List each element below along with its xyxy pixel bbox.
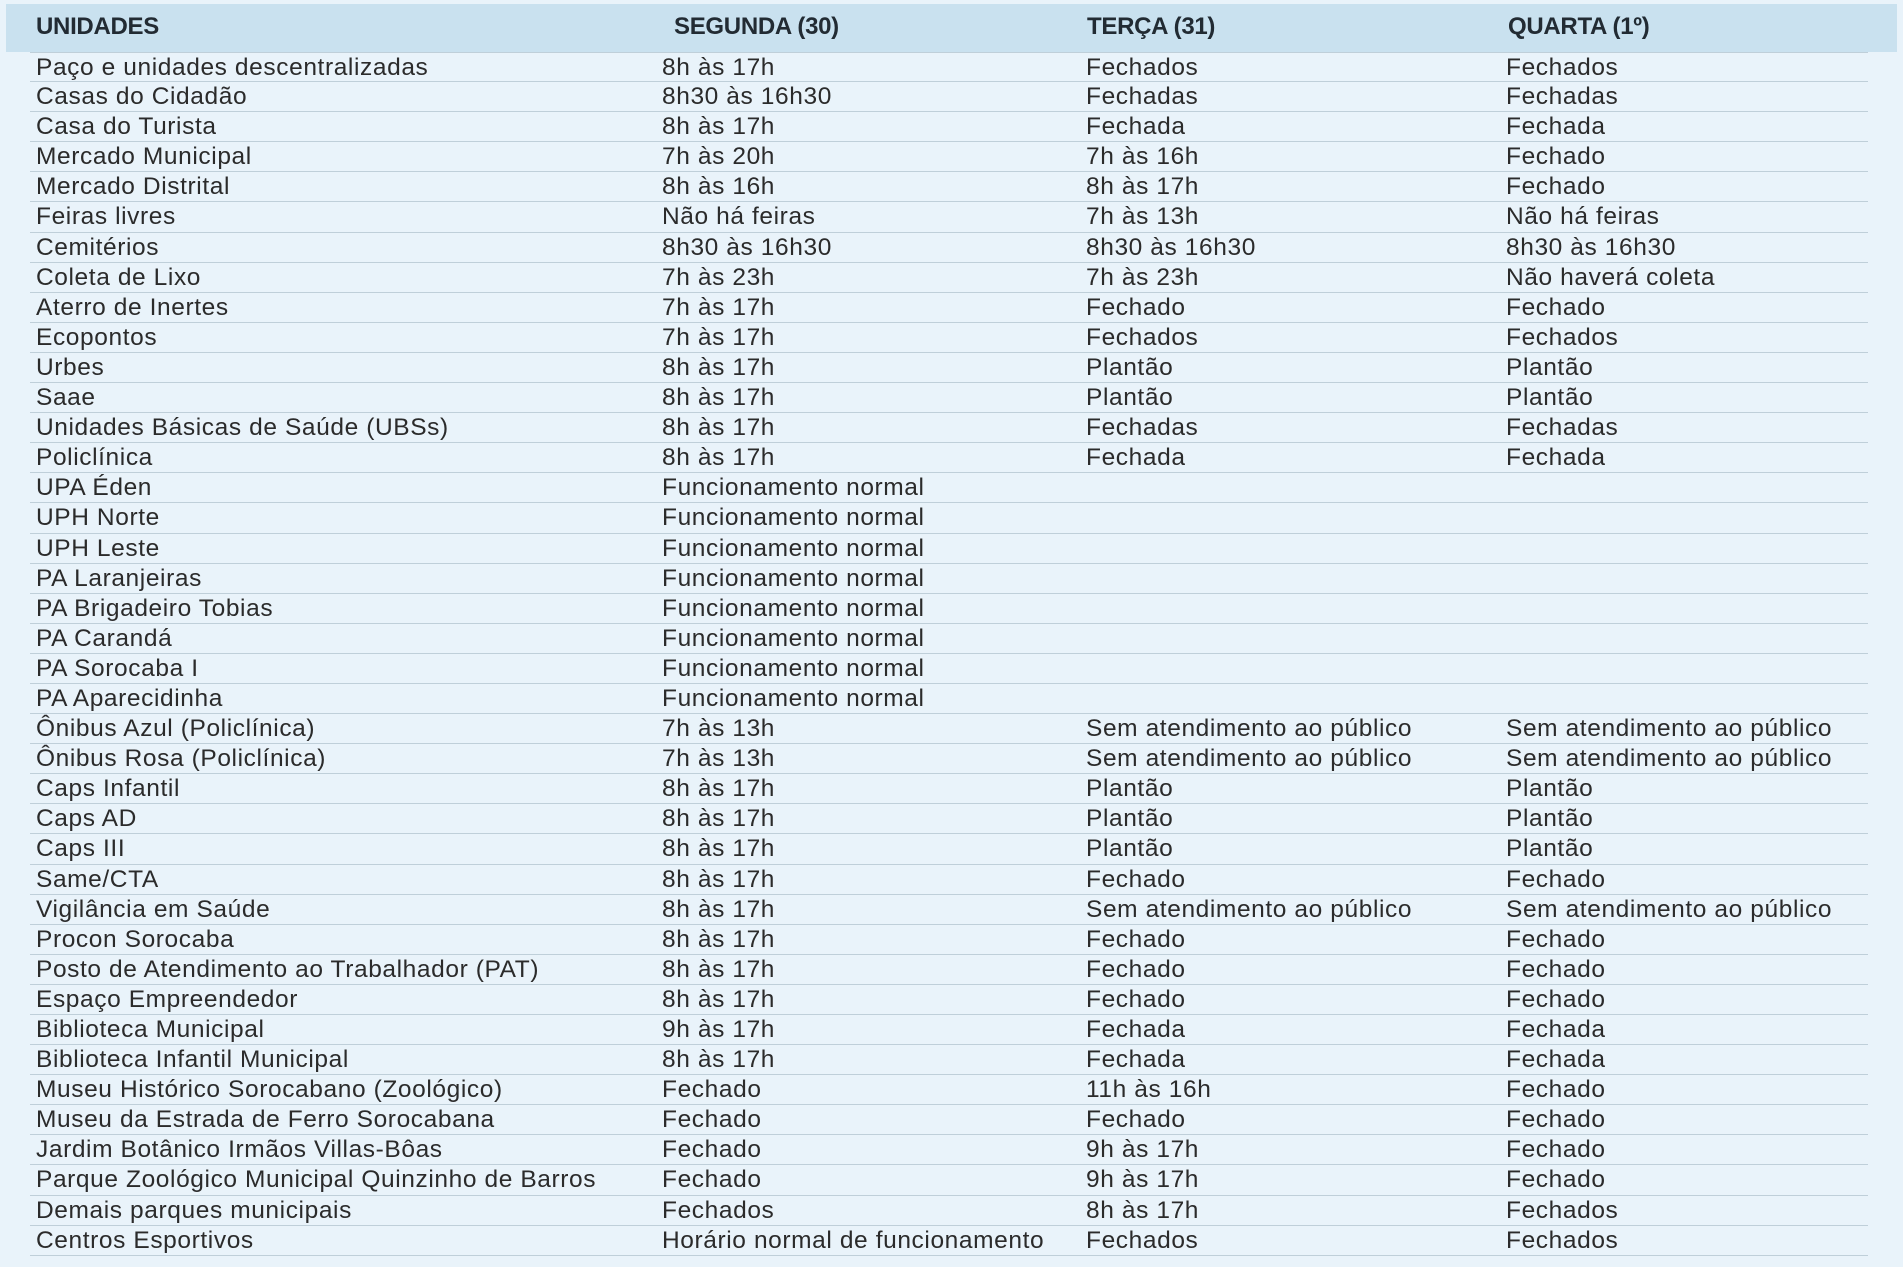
- unit-name: Posto de Atendimento ao Trabalhador (PAT): [36, 955, 540, 983]
- unit-name: Paço e unidades descentralizadas: [36, 54, 429, 81]
- tuesday-hours: 8h às 17h: [1086, 173, 1200, 201]
- wednesday-hours: Fechada: [1506, 444, 1606, 472]
- monday-hours: 8h30 às 16h30: [662, 233, 832, 261]
- monday-hours: Funcionamento normal: [662, 684, 925, 712]
- unit-name: Biblioteca Municipal: [36, 1016, 265, 1043]
- wednesday-hours: Fechado: [1506, 985, 1606, 1013]
- tuesday-hours: Fechado: [1086, 955, 1186, 983]
- unit-name: PA Carandá: [36, 624, 173, 652]
- wednesday-hours: Sem atendimento ao público: [1506, 715, 1833, 743]
- tuesday-hours: 11h às 16h: [1086, 1076, 1212, 1104]
- monday-hours: Não há feiras: [662, 203, 816, 231]
- unit-name: Procon Sorocaba: [36, 925, 235, 953]
- monday-hours: Funcionamento normal: [662, 504, 925, 532]
- monday-hours: 8h às 17h: [662, 353, 776, 381]
- table-row: [30, 564, 1868, 594]
- tuesday-hours: 7h às 23h: [1086, 263, 1200, 291]
- table-row: [30, 955, 1868, 985]
- table-row: [30, 594, 1868, 624]
- monday-hours: Funcionamento normal: [662, 594, 925, 622]
- table-row: [30, 1045, 1868, 1075]
- wednesday-hours: Fechada: [1506, 1046, 1606, 1074]
- tuesday-hours: Fechada: [1086, 1046, 1186, 1074]
- tuesday-hours: Fechados: [1086, 54, 1199, 81]
- table-row: [30, 654, 1868, 684]
- tuesday-hours: Fechada: [1086, 444, 1186, 472]
- tuesday-hours: Fechados: [1086, 1226, 1199, 1254]
- table-row: [30, 52, 1868, 82]
- header-units: UNIDADES: [36, 13, 159, 40]
- monday-hours: 8h às 17h: [662, 1046, 776, 1074]
- unit-name: Aterro de Inertes: [36, 293, 229, 321]
- unit-name: PA Sorocaba I: [36, 654, 199, 682]
- wednesday-hours: Fechados: [1506, 1226, 1619, 1254]
- table-row: [30, 1226, 1868, 1256]
- monday-hours: Funcionamento normal: [662, 654, 925, 682]
- header-tuesday: TERÇA (31): [1087, 13, 1216, 40]
- tuesday-hours: Plantão: [1086, 835, 1174, 863]
- monday-hours: Fechado: [662, 1166, 762, 1194]
- table-body: [30, 52, 1868, 1256]
- unit-name: Same/CTA: [36, 865, 159, 893]
- table-row: [30, 534, 1868, 564]
- monday-hours: 7h às 17h: [662, 293, 776, 321]
- unit-name: Casa do Turista: [36, 113, 217, 141]
- wednesday-hours: Não haverá coleta: [1506, 263, 1716, 291]
- monday-hours: 8h às 17h: [662, 775, 776, 803]
- wednesday-hours: Fechadas: [1506, 83, 1619, 111]
- monday-hours: Funcionamento normal: [662, 564, 925, 592]
- tuesday-hours: 9h às 17h: [1086, 1166, 1200, 1194]
- unit-name: Centros Esportivos: [36, 1226, 254, 1254]
- wednesday-hours: Fechado: [1506, 1106, 1606, 1134]
- unit-name: Espaço Empreendedor: [36, 985, 298, 1013]
- monday-hours: 8h às 17h: [662, 414, 776, 442]
- unit-name: Caps AD: [36, 805, 137, 833]
- wednesday-hours: Fechado: [1506, 293, 1606, 321]
- tuesday-hours: Fechadas: [1086, 414, 1199, 442]
- monday-hours: 8h às 17h: [662, 835, 776, 863]
- wednesday-hours: Plantão: [1506, 384, 1594, 412]
- tuesday-hours: Fechado: [1086, 1106, 1186, 1134]
- tuesday-hours: 8h30 às 16h30: [1086, 233, 1256, 261]
- monday-hours: 8h às 17h: [662, 805, 776, 833]
- table-row: [30, 1015, 1868, 1045]
- monday-hours: 9h às 17h: [662, 1016, 776, 1043]
- monday-hours: 7h às 13h: [662, 715, 776, 743]
- unit-name: Unidades Básicas de Saúde (UBSs): [36, 414, 449, 442]
- table-row: [30, 714, 1868, 744]
- unit-name: PA Brigadeiro Tobias: [36, 594, 274, 622]
- tuesday-hours: Plantão: [1086, 353, 1174, 381]
- unit-name: Casas do Cidadão: [36, 83, 248, 111]
- tuesday-hours: Plantão: [1086, 805, 1174, 833]
- table-row: [30, 383, 1868, 413]
- wednesday-hours: Fechadas: [1506, 414, 1619, 442]
- monday-hours: Funcionamento normal: [662, 474, 925, 502]
- wednesday-hours: Fechada: [1506, 113, 1606, 141]
- table-row: [30, 323, 1868, 353]
- monday-hours: 8h às 17h: [662, 384, 776, 412]
- header-wednesday: QUARTA (1º): [1508, 13, 1650, 40]
- unit-name: Mercado Municipal: [36, 143, 252, 171]
- wednesday-hours: Fechado: [1506, 955, 1606, 983]
- header-monday: SEGUNDA (30): [674, 13, 839, 40]
- tuesday-hours: Fechada: [1086, 113, 1186, 141]
- wednesday-hours: Não há feiras: [1506, 203, 1660, 231]
- unit-name: Ônibus Rosa (Policlínica): [36, 745, 327, 773]
- tuesday-hours: Fechado: [1086, 985, 1186, 1013]
- table-row: [30, 443, 1868, 473]
- tuesday-hours: Sem atendimento ao público: [1086, 715, 1413, 743]
- tuesday-hours: Fechado: [1086, 293, 1186, 321]
- unit-name: Feiras livres: [36, 203, 176, 231]
- monday-hours: 7h às 20h: [662, 143, 776, 171]
- wednesday-hours: Fechado: [1506, 925, 1606, 953]
- unit-name: Demais parques municipais: [36, 1196, 352, 1224]
- table-row: [30, 985, 1868, 1015]
- wednesday-hours: Fechado: [1506, 1136, 1606, 1164]
- table-row: [30, 1075, 1868, 1105]
- table-row: [30, 233, 1868, 263]
- monday-hours: Fechado: [662, 1106, 762, 1134]
- unit-name: Cemitérios: [36, 233, 160, 261]
- monday-hours: 8h às 17h: [662, 444, 776, 472]
- tuesday-hours: Plantão: [1086, 384, 1174, 412]
- tuesday-hours: Plantão: [1086, 775, 1174, 803]
- monday-hours: 8h às 17h: [662, 113, 776, 141]
- wednesday-hours: Sem atendimento ao público: [1506, 895, 1833, 923]
- monday-hours: 8h às 17h: [662, 895, 776, 923]
- monday-hours: 7h às 23h: [662, 263, 776, 291]
- monday-hours: Fechado: [662, 1076, 762, 1104]
- tuesday-hours: Fechados: [1086, 323, 1199, 351]
- unit-name: Saae: [36, 384, 96, 412]
- table-row: [30, 744, 1868, 774]
- monday-hours: 8h às 17h: [662, 925, 776, 953]
- unit-name: Museu da Estrada de Ferro Sorocabana: [36, 1106, 495, 1134]
- unit-name: UPH Leste: [36, 534, 160, 562]
- unit-name: Policlínica: [36, 444, 153, 472]
- table-row: [30, 413, 1868, 443]
- unit-name: Museu Histórico Sorocabano (Zoológico): [36, 1076, 503, 1104]
- wednesday-hours: Plantão: [1506, 805, 1594, 833]
- wednesday-hours: Fechados: [1506, 1196, 1619, 1224]
- table-row: [30, 202, 1868, 232]
- wednesday-hours: Plantão: [1506, 835, 1594, 863]
- unit-name: Biblioteca Infantil Municipal: [36, 1046, 349, 1074]
- unit-name: Caps III: [36, 835, 126, 863]
- tuesday-hours: 8h às 17h: [1086, 1196, 1200, 1224]
- unit-name: Urbes: [36, 353, 105, 381]
- monday-hours: Fechado: [662, 1136, 762, 1164]
- wednesday-hours: Fechado: [1506, 143, 1606, 171]
- table-row: [30, 142, 1868, 172]
- unit-name: Mercado Distrital: [36, 173, 230, 201]
- table-row: [30, 865, 1868, 895]
- table-row: [30, 293, 1868, 323]
- table-row: [30, 112, 1868, 142]
- unit-name: PA Aparecidinha: [36, 684, 223, 712]
- wednesday-hours: Fechados: [1506, 54, 1619, 81]
- table-row: [30, 774, 1868, 804]
- tuesday-hours: Fechada: [1086, 1016, 1186, 1043]
- tuesday-hours: Fechadas: [1086, 83, 1199, 111]
- wednesday-hours: Fechados: [1506, 323, 1619, 351]
- tuesday-hours: Fechado: [1086, 925, 1186, 953]
- table-row: [30, 473, 1868, 503]
- table-row: [30, 1196, 1868, 1226]
- monday-hours: 8h às 17h: [662, 54, 776, 81]
- tuesday-hours: 7h às 16h: [1086, 143, 1200, 171]
- unit-name: Ecopontos: [36, 323, 158, 351]
- wednesday-hours: Fechado: [1506, 173, 1606, 201]
- wednesday-hours: Fechado: [1506, 1076, 1606, 1104]
- monday-hours: Horário normal de funcionamento: [662, 1226, 1045, 1254]
- unit-name: UPA Éden: [36, 474, 153, 502]
- table-row: [30, 503, 1868, 533]
- monday-hours: Funcionamento normal: [662, 624, 925, 652]
- monday-hours: 8h às 17h: [662, 865, 776, 893]
- tuesday-hours: 7h às 13h: [1086, 203, 1200, 231]
- monday-hours: 8h às 17h: [662, 955, 776, 983]
- table-row: [30, 624, 1868, 654]
- table-row: [30, 834, 1868, 864]
- monday-hours: 7h às 17h: [662, 323, 776, 351]
- table-row: [30, 263, 1868, 293]
- unit-name: PA Laranjeiras: [36, 564, 202, 592]
- unit-name: Vigilância em Saúde: [36, 895, 271, 923]
- unit-name: Parque Zoológico Municipal Quinzinho de Barros: [36, 1166, 597, 1194]
- table-row: [30, 1135, 1868, 1165]
- wednesday-hours: Fechado: [1506, 1166, 1606, 1194]
- table-row: [30, 353, 1868, 383]
- wednesday-hours: Sem atendimento ao público: [1506, 745, 1833, 773]
- table-row: [30, 82, 1868, 112]
- table-row: [30, 925, 1868, 955]
- table-row: [30, 172, 1868, 202]
- monday-hours: 8h às 17h: [662, 985, 776, 1013]
- table-row: [30, 895, 1868, 925]
- monday-hours: Funcionamento normal: [662, 534, 925, 562]
- wednesday-hours: Fechada: [1506, 1016, 1606, 1043]
- monday-hours: Fechados: [662, 1196, 775, 1224]
- table-row: [30, 1105, 1868, 1135]
- table-row: [30, 804, 1868, 834]
- unit-name: Ônibus Azul (Policlínica): [36, 715, 316, 743]
- table-header: [6, 4, 1897, 52]
- unit-name: UPH Norte: [36, 504, 160, 532]
- tuesday-hours: 9h às 17h: [1086, 1136, 1200, 1164]
- table-row: [30, 1165, 1868, 1195]
- monday-hours: 7h às 13h: [662, 745, 776, 773]
- tuesday-hours: Sem atendimento ao público: [1086, 895, 1413, 923]
- tuesday-hours: Sem atendimento ao público: [1086, 745, 1413, 773]
- monday-hours: 8h30 às 16h30: [662, 83, 832, 111]
- tuesday-hours: Fechado: [1086, 865, 1186, 893]
- unit-name: Coleta de Lixo: [36, 263, 202, 291]
- wednesday-hours: 8h30 às 16h30: [1506, 233, 1676, 261]
- unit-name: Caps Infantil: [36, 775, 180, 803]
- wednesday-hours: Plantão: [1506, 353, 1594, 381]
- wednesday-hours: Fechado: [1506, 865, 1606, 893]
- wednesday-hours: Plantão: [1506, 775, 1594, 803]
- unit-name: Jardim Botânico Irmãos Villas-Bôas: [36, 1136, 443, 1164]
- table-row: [30, 684, 1868, 714]
- monday-hours: 8h às 16h: [662, 173, 776, 201]
